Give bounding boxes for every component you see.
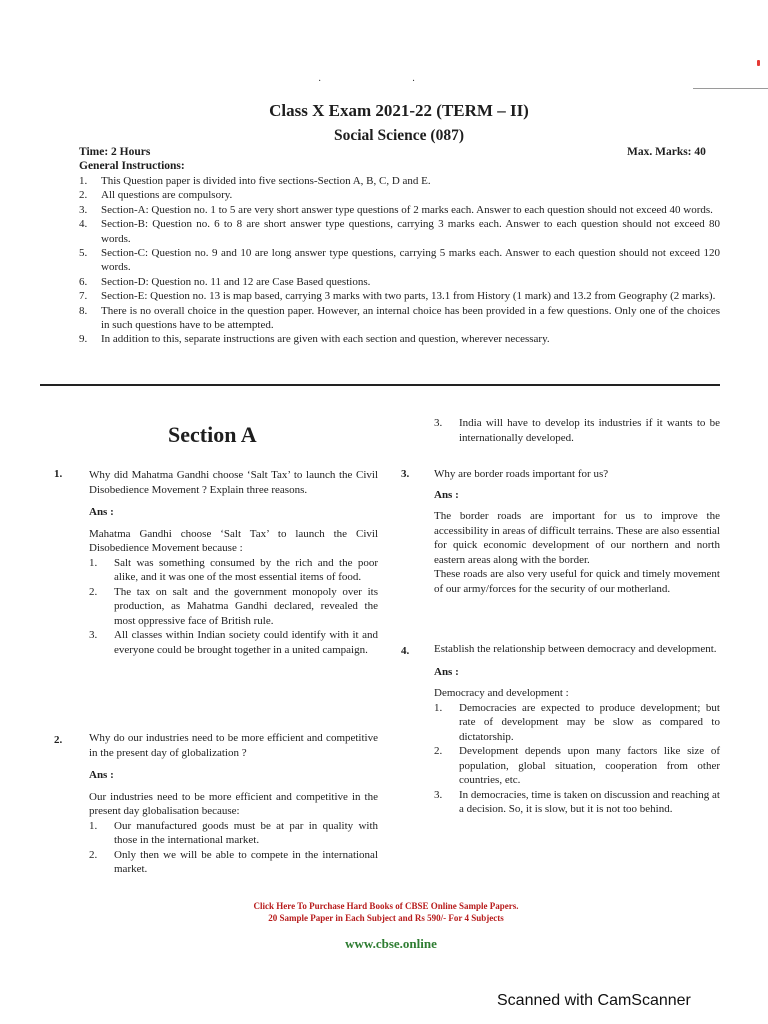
answer-point: 3. All classes within Indian society could identify with it and everyone could be brought together in a united campaign. <box>89 629 378 656</box>
answer-points <box>89 819 378 877</box>
purchase-offer: 20 Sample Paper in Each Subject and Rs 590/- For 4 Subjects <box>268 913 504 923</box>
answer-point: 2. The tax on salt and the government monopoly over its production, as Mahatma Gandhi declared, revealed the most oppressive face of British rule. <box>89 585 378 627</box>
time-label: Time: 2 Hours <box>79 146 151 158</box>
answer-point: 1. Our manufactured goods must be at par in quality with those in the international market. <box>89 819 378 846</box>
question-text: Why do our industries need to be more efficient and competitive in the present day of globalization ? <box>89 732 378 759</box>
exam-title: Class X Exam 2021-22 (TERM – II) <box>269 101 529 120</box>
answer-point: 1. Democracies are expected to produce development; but rate of development may be slow as compared to dictatorship. <box>434 701 720 743</box>
max-marks-label: Max. Marks: 40 <box>627 146 706 158</box>
answer-point: 2. Only then we will be able to compete in the international market. <box>89 848 378 875</box>
answer-point: 3. In democracies, time is taken on discussion and reaching at a decision. So, it is slow, but it is not too behind. <box>434 788 720 815</box>
question-2-block <box>89 731 378 877</box>
purchase-link[interactable]: Click Here To Purchase Hard Books of CBSE Online Sample Papers. <box>253 901 519 911</box>
instruction-item: 3. Section-A: Question no. 1 to 5 are very short answer type questions of 2 marks each. Answer to each question should not exceed 40 words. <box>79 203 713 216</box>
instruction-item: 2. All questions are compulsory. <box>79 189 233 202</box>
question-text: Why did Mahatma Gandhi choose ‘Salt Tax’ to launch the Civil Disobedience Movement ? Explain three reasons. <box>89 469 378 496</box>
question-number: 3. <box>401 468 410 480</box>
instruction-item: 9. In addition to this, separate instructions are given with each section and question, wherever necessary. <box>79 333 550 346</box>
top-divider <box>693 88 768 89</box>
question-number: 1. <box>54 468 63 480</box>
answer-intro: Our industries need to be more efficient and competitive in the present day globalisation because: <box>89 790 378 817</box>
subject-title: Social Science (087) <box>333 127 464 144</box>
answer-label: Ans : <box>89 506 114 518</box>
answer-point: 3. India will have to develop its industries if it wants to be internationally developed. <box>434 417 720 444</box>
scanner-watermark: Scanned with CamScanner <box>497 992 691 1009</box>
answer-intro: Democracy and development : <box>434 687 569 699</box>
instruction-item: 8. There is no overall choice in the question paper. However, an internal choice has been provided in a few questions. Only one of the choices in such questions have to be attempted. <box>79 304 720 332</box>
general-instructions-heading: General Instructions: <box>79 160 185 172</box>
scan-dots: · · <box>318 76 460 87</box>
answer-points <box>434 701 720 817</box>
website-link[interactable]: www.cbse.online <box>345 936 437 951</box>
answer-paragraph: The border roads are important for us to improve the accessibility in areas of difficult terrains. These are also essential for quick economic development of our northern and north eastern areas along with the border. <box>434 510 720 566</box>
instruction-item: 5. Section-C: Question no. 9 and 10 are long answer type questions, carrying 5 marks each. Answer to each question should not exceed 120 words. <box>79 247 720 274</box>
answer-label: Ans : <box>89 769 114 781</box>
answer-paragraph: These roads are also very useful for quick and timely movement of our army/forces for the security of our motherland. <box>434 568 720 595</box>
header-rule <box>40 384 720 386</box>
question-2-continued <box>434 416 720 445</box>
answer-label: Ans : <box>434 488 459 501</box>
section-heading: Section A <box>168 422 257 447</box>
answer-intro: Mahatma Gandhi choose ‘Salt Tax’ to launch the Civil Disobedience Movement because : <box>89 527 378 554</box>
instruction-item: 7. Section-E: Question no. 13 is map based, carrying 3 marks with two parts, 13.1 from History (1 mark) and 13.2 from Geography (2 marks). <box>79 290 716 303</box>
answer-point: 1. Salt was something consumed by the rich and the poor alike, and it was one of the most essential items of food. <box>89 556 378 583</box>
instruction-item: 1. This Question paper is divided into five sections-Section A, B, C, D and E. <box>79 175 431 187</box>
question-number: 4. <box>401 645 410 657</box>
answer-points <box>89 556 378 658</box>
answer-label: Ans : <box>434 665 459 678</box>
instructions-list <box>79 174 720 347</box>
question-4-block <box>434 642 720 817</box>
question-text: Establish the relationship between democracy and development. <box>434 643 717 655</box>
answer-points <box>434 416 720 445</box>
question-number: 2. <box>54 734 63 746</box>
question-3-block <box>434 467 720 596</box>
question-text: Why are border roads important for us? <box>434 468 609 480</box>
instruction-item: 4. Section-B: Question no. 6 to 8 are short answer type questions, carrying 3 marks each. Answer to each question should not exceed 80 words. <box>79 218 720 245</box>
answer-point: 2. Development depends upon many factors like size of population, global situation, cooperation from other countries, etc. <box>434 745 720 786</box>
instruction-item: 6. Section-D: Question no. 11 and 12 are Case Based questions. <box>79 275 371 288</box>
question-1-block <box>89 468 378 657</box>
red-mark <box>757 60 760 66</box>
